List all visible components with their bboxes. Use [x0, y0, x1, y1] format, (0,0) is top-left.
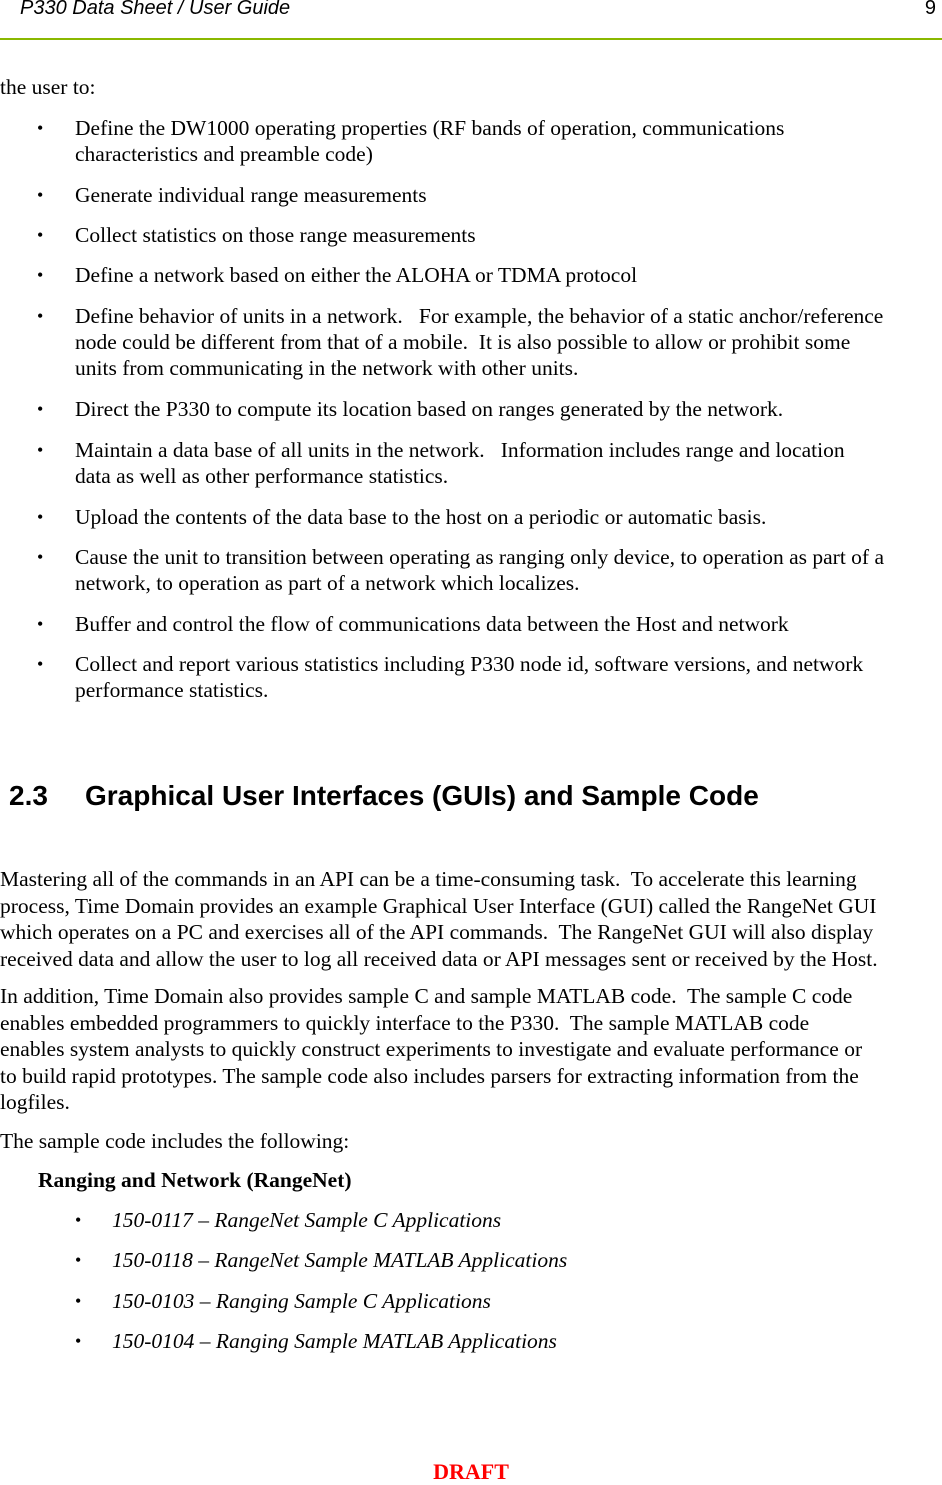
paragraph-line: The sample code includes the following: — [0, 1129, 350, 1153]
bullet-icon: • — [37, 547, 44, 567]
list-item-line: Cause the unit to transition between operating as ranging only device, to operation as part of a — [75, 545, 885, 569]
bullet-icon: • — [75, 1250, 82, 1270]
list-item-line: Upload the contents of the data base to the host on a periodic or automatic basis. — [75, 505, 767, 529]
list-item-line: Buffer and control the flow of communications data between the Host and network — [75, 612, 789, 636]
draft-footer: DRAFT — [433, 1459, 509, 1484]
list-item-line: units from communicating in the network with other units. — [75, 356, 579, 380]
list-item-line: Collect statistics on those range measurements — [75, 223, 476, 247]
bullet-icon: • — [75, 1331, 82, 1351]
list-item-line: data as well as other performance statistics. — [75, 464, 449, 488]
code-list-item: 150-0103 – Ranging Sample C Applications — [112, 1289, 491, 1313]
bullet-icon: • — [37, 185, 44, 205]
list-item-line: Maintain a data base of all units in the network. Information includes range and location — [75, 438, 845, 462]
bullet-icon: • — [75, 1291, 82, 1311]
paragraph-line: enables embedded programmers to quickly interface to the P330. The sample MATLAB code — [0, 1010, 810, 1035]
paragraph-line: logfiles. — [0, 1090, 70, 1114]
page-number: 9 — [924, 0, 936, 19]
list-item-line: Define the DW1000 operating properties (RF bands of operation, communications — [75, 116, 785, 140]
code-list-item: 150-0118 – RangeNet Sample MATLAB Applications — [112, 1248, 568, 1272]
bullet-icon: • — [37, 614, 44, 634]
list-item-line: Define a network based on either the ALOHA or TDMA protocol — [75, 263, 638, 287]
list-item-line: Define behavior of units in a network. For example, the behavior of a static anchor/reference — [75, 304, 884, 328]
paragraph-line: to build rapid prototypes. The sample code also includes parsers for extracting information from the — [0, 1063, 859, 1088]
intro-text: the user to: — [0, 75, 96, 99]
code-list-item: 150-0117 – RangeNet Sample C Applications — [112, 1208, 502, 1232]
list-item-line: Collect and report various statistics including P330 node id, software versions, and network — [75, 652, 864, 676]
list-item-line: node could be different from that of a mobile. It is also possible to allow or prohibit some — [75, 330, 851, 354]
paragraph-line: Mastering all of the commands in an API can be a time-consuming task. To accelerate this learning — [0, 867, 857, 891]
bullet-icon: • — [37, 225, 44, 245]
list-item-line: Direct the P330 to compute its location based on ranges generated by the network. — [75, 397, 784, 421]
bullet-icon: • — [37, 507, 44, 527]
section-title: Graphical User Interfaces (GUIs) and Sample Code — [85, 780, 759, 811]
paragraph-line: In addition, Time Domain also provides sample C and sample MATLAB code. The sample C code — [0, 984, 853, 1008]
subheading: Ranging and Network (RangeNet) — [38, 1168, 352, 1192]
list-item-line: characteristics and preamble code) — [75, 142, 373, 166]
paragraph-line: which operates on a PC and exercises all of the API commands. The RangeNet GUI will also display — [0, 920, 874, 944]
bullet-icon: • — [37, 440, 44, 460]
list-item-line: performance statistics. — [75, 678, 269, 702]
bullet-icon: • — [37, 265, 44, 285]
header-rule — [0, 38, 942, 40]
list-item-line: network, to operation as part of a network which localizes. — [75, 571, 580, 595]
section-number: 2.3 — [9, 780, 48, 811]
bullet-icon: • — [37, 306, 44, 326]
header-title: P330 Data Sheet / User Guide — [20, 0, 291, 19]
bullet-icon: • — [75, 1210, 82, 1230]
code-list-item: 150-0104 – Ranging Sample MATLAB Applications — [112, 1329, 557, 1353]
bullet-icon: • — [37, 654, 44, 674]
bullet-icon: • — [37, 399, 44, 419]
paragraph-line: received data and allow the user to log all received data or API messages sent or received by the Host. — [0, 946, 878, 971]
bullet-icon: • — [37, 118, 44, 138]
paragraph-line: process, Time Domain provides an example Graphical User Interface (GUI) called the RangeNet GUI — [0, 893, 877, 918]
section-heading — [9, 780, 759, 812]
list-item-line: Generate individual range measurements — [75, 183, 427, 207]
paragraph-line: enables system analysts to quickly construct experiments to investigate and evaluate performance or — [0, 1037, 863, 1061]
